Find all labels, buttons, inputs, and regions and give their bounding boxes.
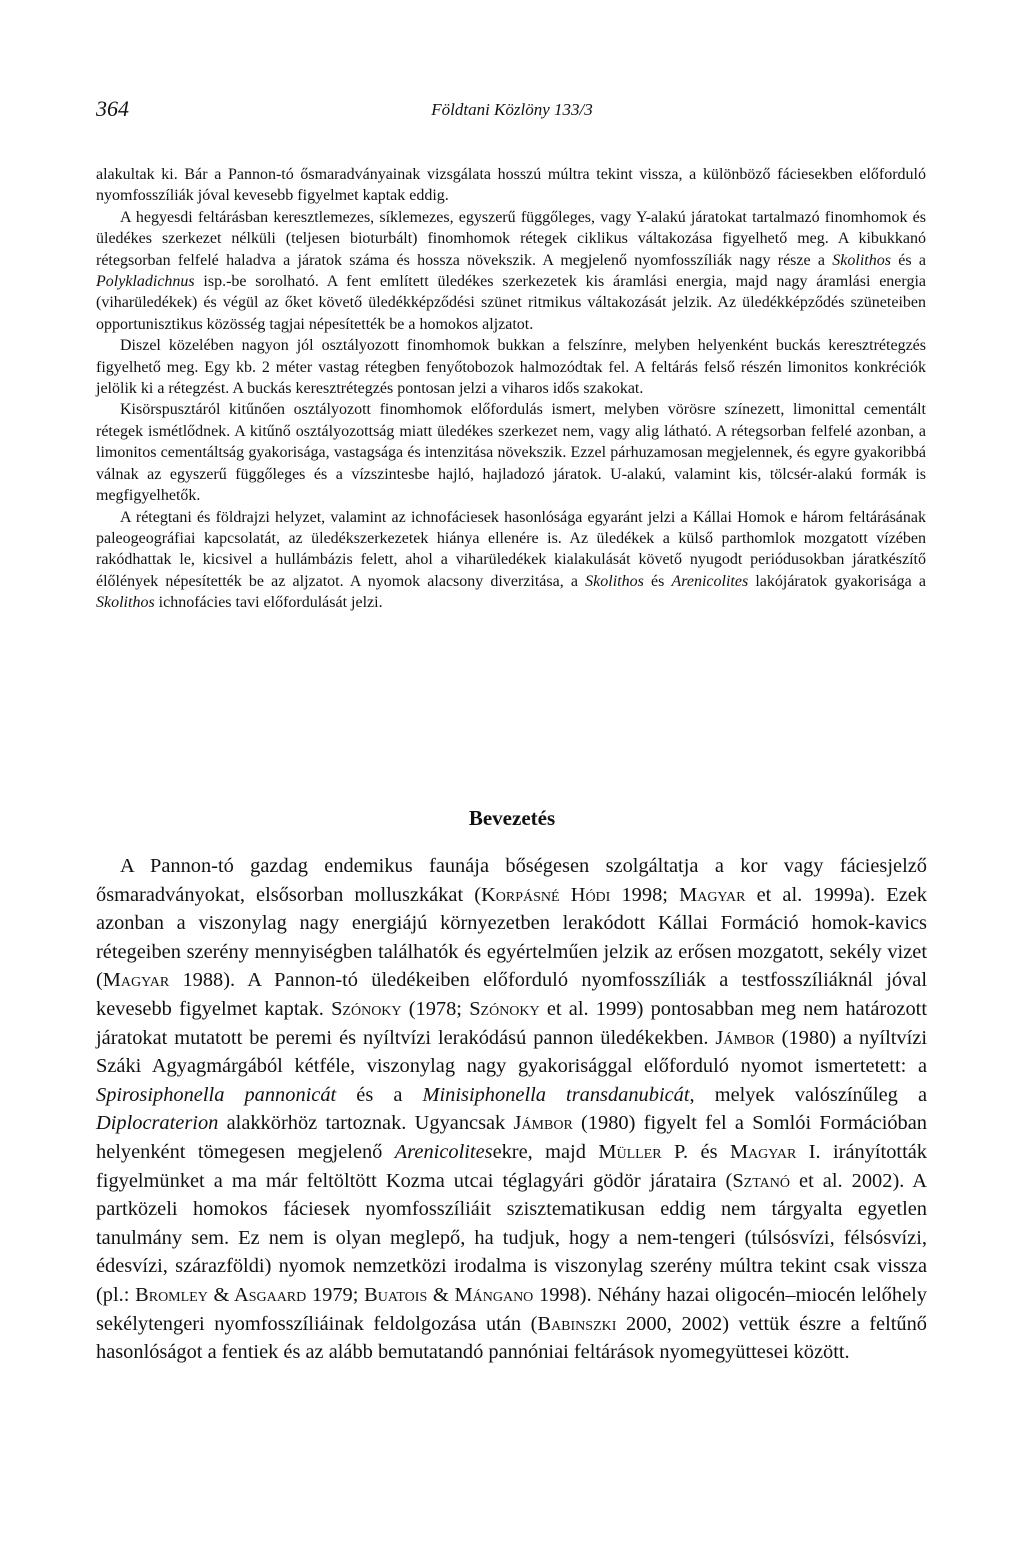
abstract-paragraph-4: Kisörspusztáról kitűnően osztályozott finomhomok előfordulás ismert, melyben vörösre színezett, limonittal cementált rétegek ismétlődnek. A kitűnő osztályozottság miatt üledékes szerkezet nem, vagy alig látható. A rétegsorban felfelé azonban, a limonitos cementáltság gyakorisága, vastagsága és intenzitása növekszik. Ezzel párhuzamosan megjelennek, és egyre gyakoribbá válnak az egyszerű függőleges és a vízszintesbe hajló, hajladozó járatok. U-alakú, valamint kis, tölcsér-alakú formák is megfigyelhetők.: [96, 401, 926, 505]
abstract-paragraph-2: A hegyesdi feltárásban keresztlemezes, síklemezes, egyszerű függőleges, vagy Y-alakú járatokat tartalmazó finomhomok és üledékes szerkezet nélküli (teljesen bioturbált) finomhomok rétegek ciklikus váltakozása figyelhető meg. A kibukkanó rétegsorban felfelé haladva a járatok száma és hossza növekszik. A megjelenő nyomfosszíliák nagy része a Skolithos és a Polykladichnus isp.-be sorolható. A fent említett üledékes szerkezetek kis áramlási energia, majd nagy áramlási energia (viharüledékek) és végül az őket követő üledékképződési szünet ritmikus váltakozását jelzik. Az üledékképződés szüneteiben opportunisztikus közösség tagjai népesítették be a homokos aljzatot.: [96, 208, 926, 333]
page-number: 364: [96, 96, 129, 121]
intro-paragraph: A Pannon-tó gazdag endemikus faunája bőségesen szolgáltatja a kor vagy fáciesjelző ősmaradványokat, elsősorban molluszkákat (Korpásné Hódi 1998; Magyar et al. 1999a). Ezek azonban a viszonylag nagy energiájú környezetben lerakódott Kállai Formáció homok-kavics rétegeiben szerény mennyiségben találhatók és egyértelműen jelzik az erősen mozgatott, sekély vizet (Magyar 1988). A Pannon-tó üledékeiben előforduló nyomfosszíliák a testfosszíliáknál jóval kevesebb figyelmet kaptak. Szónoky (1978; Szónoky et al. 1999) pontosabban meg nem határozott járatokat mutatott be peremi és nyíltvízi lerakódású pannon üledékekben. Jámbor (1980) a nyíltvízi Száki Agyagmárgából kétféle, viszonylag nagy gyakorisággal előforduló nyomot ismertetett: a Spirosiphonella pannonicát és a Minisiphonella transdanubicát, melyek valószínűleg a Diplocraterion alakkörhöz tartoznak. Ugyancsak Jámbor (1980) figyelt fel a Somlói Formációban helyenként tömegesen megjelenő Arenicolitesekre, majd Müller P. és Magyar I. irányították figyelmünket a ma már feltöltött Kozma utcai téglagyári gödör járataira (Sztanó et al. 2002). A partközeli homokos fáciesek nyomfosszíliáit szisztematikusan eddig nem tárgyalta egyetlen tanulmány sem. Ez nem is olyan meglepő, ha tudjuk, hogy a nem-tengeri (túlsósvízi, félsósvízi, édesvízi, szárazföldi) nyomok nemzetközi irodalma is viszonylag szerény múltra tekint csak vissza (pl.: Bromley & Asgaard 1979; Buatois & Mángano 1998). Néhány hazai oligocén–miocén lelőhely sekélytengeri nyomfosszíliáinak feldolgozása után (Babinszki 2000, 2002) vettük észre a feltűnő hasonlóságot a fentiek és az alább bemutatandó pannóniai feltárások nyomegyüttesei között.: [96, 855, 927, 1364]
abstract-paragraph-5: A rétegtani és földrajzi helyzet, valamint az ichnofáciesek hasonlósága egyaránt jelzi a Kállai Homok e három feltárásának paleogeográfiai kapcsolatát, az üledékszerkezetek hiánya ellenére is. Az üledékek a külső parthomlok mozgatott vízében rakódhattak le, kicsivel a hullámbázis felett, ahol a viharüledékek kialakulását követő nyugodt periódusokban járatkészítő élőlények népesítették be az aljzatot. A nyomok alacsony diverzitása, a Skolithos és Arenicolites lakójáratok gyakorisága a Skolithos ichnofácies tavi előfordulását jelzi.: [96, 508, 927, 612]
abstract-paragraph-3: Diszel közelében nagyon jól osztályozott finomhomok bukkan a felszínre, melyben helyenként buckás keresztrétegzés figyelhető meg. Egy kb. 2 méter vastag rétegben fenyőtobozok halmozódtak fel. A feltárás felső részén limonitos konkréciók jelölik ki a rétegzést. A buckás keresztrétegzés pontosan jelzi a viharos idős szakokat.: [96, 337, 926, 398]
abstract-block: [96, 164, 926, 614]
abstract-paragraph-1: alakultak ki. Bár a Pannon-tó ősmaradványainak vizsgálata hosszú múltra tekint vissza, a különböző fáciesekben előforduló nyomfosszíliák jóval kevesebb figyelmet kaptak eddig.: [96, 166, 926, 205]
running-head: Földtani Közlöny 133/3: [431, 100, 593, 119]
section-heading: Bevezetés: [468, 806, 556, 830]
intro-block: [96, 852, 927, 1367]
